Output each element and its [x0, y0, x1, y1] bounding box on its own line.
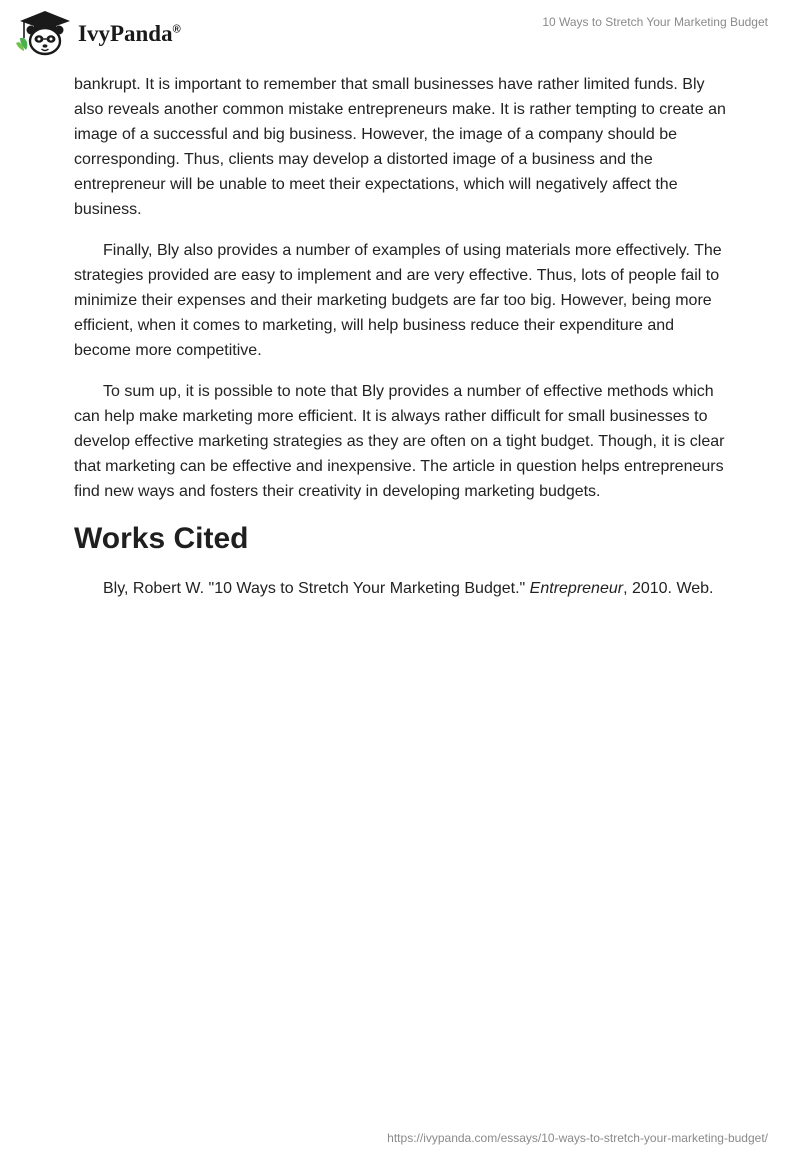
registered-mark: ®	[172, 23, 181, 36]
brand-name: IvyPanda®	[78, 21, 181, 46]
citation-details: , 2010. Web.	[623, 580, 714, 597]
essay-content	[74, 72, 734, 601]
source-url-link[interactable]: https://ivypanda.com/essays/10-ways-to-stretch-your-marketing-budget/	[387, 1131, 768, 1145]
panda-graduate-icon	[14, 8, 76, 58]
page-header	[0, 0, 800, 70]
document-title: 10 Ways to Stretch Your Marketing Budget	[542, 15, 768, 29]
citation-author-title: Bly, Robert W. "10 Ways to Stretch Your Marketing Budget."	[103, 580, 530, 597]
body-paragraph-3: To sum up, it is possible to note that Bly provides a number of effective methods which can help make marketing more efficient. It is always rather difficult for small businesses to develop effective marketing strategies as they are often on a tight budget. Though, it is clear that marketing can be effective and inexpensive. The article in question helps entrepreneurs find new ways and fosters their creativity in developing marketing budgets.	[74, 383, 725, 500]
ivypanda-logo[interactable]	[14, 8, 181, 58]
citation-publication: Entrepreneur	[529, 580, 624, 597]
citation-entry	[74, 576, 734, 601]
works-cited-heading: Works Cited	[74, 522, 249, 555]
body-paragraph-2: Finally, Bly also provides a number of examples of using materials more effectively. The strategies provided are easy to implement and are very effective. Thus, lots of people fail to minimize their expenses and their marketing budgets are far too big. However, being more efficient, when it comes to marketing, will help business reduce their expenditure and become more competitive.	[74, 242, 722, 359]
body-paragraph-1: bankrupt. It is important to remember that small businesses have rather limited funds. Bly also reveals another common mistake entrepreneurs make. It is rather tempting to create an image of a successful and big business. However, the image of a company should be corresponding. Thus, clients may develop a distorted image of a business and the entrepreneur will be unable to meet their expectations, which will negatively affect the business.	[74, 76, 726, 218]
